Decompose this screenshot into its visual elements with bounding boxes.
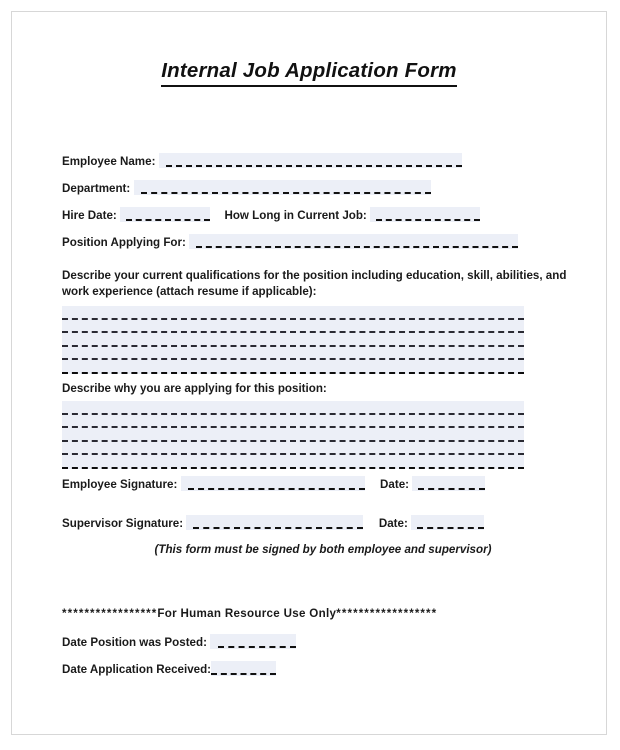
why-applying-writing-lines[interactable]	[62, 401, 524, 469]
banner-stars-left: *****************	[62, 607, 158, 620]
field-employee-signature	[62, 476, 485, 492]
employee-name-blank[interactable]	[166, 153, 462, 168]
supervisor-signature-label: Supervisor Signature:	[62, 517, 184, 530]
field-hire-date-row	[62, 207, 480, 223]
employee-signature-label: Employee Signature:	[62, 478, 178, 491]
employee-name-spacer	[159, 153, 166, 168]
document-page	[11, 11, 607, 735]
date-posted-blank[interactable]	[218, 634, 296, 649]
employee-signature-spacer	[181, 476, 188, 491]
writing-line[interactable]	[62, 415, 524, 429]
writing-line[interactable]	[62, 320, 524, 334]
supervisor-date-label: Date:	[378, 517, 408, 530]
field-date-posted	[62, 634, 296, 650]
how-long-label: How Long in Current Job:	[224, 209, 367, 222]
writing-line[interactable]	[62, 347, 524, 361]
writing-line[interactable]	[62, 401, 524, 415]
date-received-label: Date Application Received:	[62, 663, 212, 676]
page-title: Internal Job Application Form	[161, 59, 456, 87]
department-label: Department:	[62, 182, 131, 195]
supervisor-signature-blank[interactable]	[193, 515, 363, 530]
date-posted-spacer	[210, 634, 218, 649]
banner-stars-right: ******************	[336, 607, 438, 620]
field-supervisor-signature	[62, 515, 484, 531]
position-applying-blank[interactable]	[196, 234, 518, 249]
date-received-blank[interactable]	[211, 661, 276, 676]
position-applying-spacer	[189, 234, 196, 249]
qualifications-writing-lines[interactable]	[62, 306, 524, 374]
employee-date-blank[interactable]	[418, 476, 485, 491]
hr-use-only-banner	[62, 607, 437, 620]
signature-note: (This form must be signed by both employee and supervisor)	[154, 543, 492, 556]
field-department	[62, 180, 431, 196]
employee-date-label: Date:	[380, 478, 410, 491]
hire-date-blank[interactable]	[126, 207, 210, 222]
qualifications-prompt: Describe your current qualifications for the position including education, skill, abilities, and work experience (attach resume if applicable):	[62, 269, 567, 298]
hire-date-label: Hire Date:	[62, 209, 117, 222]
banner-text: For Human Resource Use Only	[157, 607, 337, 620]
how-long-blank[interactable]	[376, 207, 480, 222]
writing-line[interactable]	[62, 455, 524, 469]
field-position-applying	[62, 234, 518, 250]
page-title-container	[12, 59, 606, 87]
field-date-received	[62, 661, 276, 677]
writing-line[interactable]	[62, 442, 524, 456]
employee-signature-blank[interactable]	[188, 476, 365, 491]
department-blank[interactable]	[141, 180, 431, 195]
writing-line[interactable]	[62, 306, 524, 320]
writing-line[interactable]	[62, 360, 524, 374]
supervisor-signature-spacer	[186, 515, 193, 530]
writing-line[interactable]	[62, 428, 524, 442]
department-spacer	[134, 180, 141, 195]
employee-name-label: Employee Name:	[62, 155, 156, 168]
date-posted-label: Date Position was Posted:	[62, 636, 207, 649]
position-applying-label: Position Applying For:	[62, 236, 186, 249]
field-employee-name	[62, 153, 462, 169]
signature-note-container	[12, 543, 606, 556]
why-applying-prompt: Describe why you are applying for this position:	[62, 382, 327, 395]
supervisor-date-blank[interactable]	[417, 515, 484, 530]
writing-line[interactable]	[62, 333, 524, 347]
